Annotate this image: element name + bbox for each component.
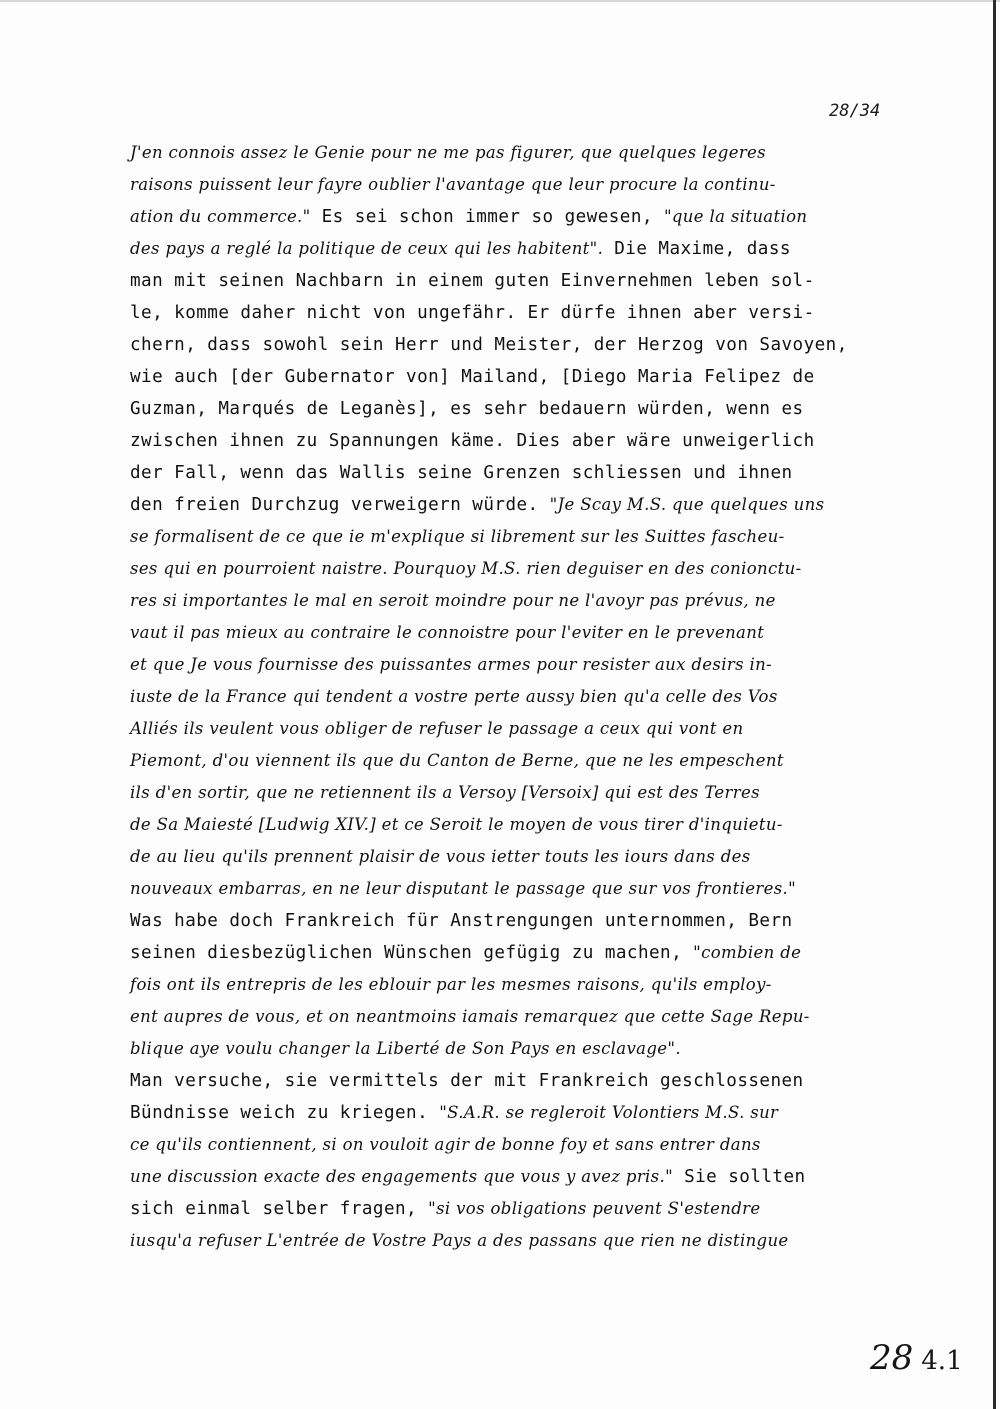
- text-line: [130, 361, 910, 393]
- text-line: [130, 329, 910, 361]
- german-text: Man versuche, sie vermittels der mit Frankreich geschlossenen: [130, 1071, 804, 1091]
- text-line: [130, 137, 910, 169]
- text-line: [130, 777, 910, 809]
- text-line: [130, 617, 910, 649]
- text-line: [130, 841, 910, 873]
- text-line: [130, 297, 910, 329]
- page-number: 28/34: [829, 101, 881, 121]
- quoted-french-text: ils d'en sortir, que ne retiennent ils a Versoy [Versoix] qui est des Terres: [130, 783, 760, 802]
- german-text: wie auch [der Gubernator von] Mailand, [Diego Maria Felipez de: [130, 367, 815, 387]
- german-text: Guzman, Marqués de Leganès], es sehr bedauern würden, wenn es: [130, 399, 804, 419]
- german-text: den freien Durchzug verweigern würde.: [130, 495, 550, 515]
- text-line: [130, 265, 910, 297]
- quoted-french-text: nouveaux embarras, en ne leur disputant le passage que sur vos frontieres.": [130, 879, 797, 898]
- quoted-french-text: des pays a reglé la politique de ceux qui les habitent".: [130, 239, 604, 258]
- quoted-french-text: de au lieu qu'ils prennent plaisir de vous ietter touts les iours dans des: [130, 847, 751, 866]
- text-line: [130, 745, 910, 777]
- text-line: [130, 1065, 910, 1097]
- quoted-french-text: "que la situation: [663, 207, 808, 226]
- text-line: [130, 553, 910, 585]
- text-line: [130, 713, 910, 745]
- text-line: [130, 201, 910, 233]
- text-line: [130, 905, 910, 937]
- german-text: chern, dass sowohl sein Herr und Meister, der Herzog von Savoyen,: [130, 335, 848, 355]
- german-text: Es sei schon immer so gewesen,: [310, 207, 664, 227]
- text-line: [130, 873, 910, 905]
- scan-top-edge: [0, 0, 1000, 2]
- text-line: [130, 393, 910, 425]
- text-line: [130, 809, 910, 841]
- german-text: Sie sollten: [673, 1167, 806, 1187]
- german-text: Die Maxime, dass: [603, 239, 791, 259]
- quoted-french-text: blique aye voulu changer la Liberté de Son Pays en esclavage".: [130, 1039, 681, 1058]
- text-line: [130, 489, 910, 521]
- quoted-french-text: de Sa Maiesté [Ludwig XIV.] et ce Seroit le moyen de vous tirer d'inquietu-: [130, 815, 783, 834]
- german-text: seinen diesbezüglichen Wünschen gefügig zu machen,: [130, 943, 694, 963]
- quoted-french-text: J'en connois assez le Genie pour ne me pas figurer, que quelques legeres: [130, 143, 766, 162]
- german-text: man mit seinen Nachbarn in einem guten Einvernehmen leben sol-: [130, 271, 815, 291]
- quoted-french-text: et que Je vous fournisse des puissantes armes pour resister aux desirs in-: [130, 655, 773, 674]
- quoted-french-text: se formalisent de ce que ie m'explique si librement sur les Suittes fascheu-: [130, 527, 785, 546]
- handwritten-mark: 28: [870, 1338, 914, 1378]
- quoted-french-text: "Je Scay M.S. que quelques uns: [549, 495, 825, 514]
- german-text: Was habe doch Frankreich für Anstrengungen unternommen, Bern: [130, 911, 793, 931]
- text-line: [130, 1161, 910, 1193]
- text-line: [130, 425, 910, 457]
- text-line: [130, 1225, 910, 1257]
- text-line: [130, 681, 910, 713]
- text-line: [130, 937, 910, 969]
- body-text: [130, 137, 910, 1257]
- text-line: [130, 233, 910, 265]
- quoted-french-text: une discussion exacte des engagements que vous y avez pris.": [130, 1167, 674, 1186]
- scan-right-edge: [993, 0, 996, 1409]
- text-line: [130, 649, 910, 681]
- german-text: sich einmal selber fragen,: [130, 1199, 429, 1219]
- quoted-french-text: Piemont, d'ou viennent ils que du Canton de Berne, que ne les empeschent: [130, 751, 784, 770]
- text-line: [130, 585, 910, 617]
- quoted-french-text: raisons puissent leur fayre oublier l'avantage que leur procure la continu-: [130, 175, 776, 194]
- text-line: [130, 169, 910, 201]
- quoted-french-text: iuste de la France qui tendent a vostre perte aussy bien qu'a celle des Vos: [130, 687, 778, 706]
- quoted-french-text: fois ont ils entrepris de les eblouir par les mesmes raisons, qu'ils employ-: [130, 975, 772, 994]
- text-line: [130, 521, 910, 553]
- quoted-french-text: ce qu'ils contiennent, si on vouloit agir de bonne foy et sans entrer dans: [130, 1135, 761, 1154]
- text-line: [130, 1033, 910, 1065]
- quoted-french-text: iusqu'a refuser L'entrée de Vostre Pays a des passans que rien ne distingue: [130, 1231, 789, 1250]
- quoted-french-text: "combien de: [693, 943, 802, 962]
- text-line: [130, 1097, 910, 1129]
- quoted-french-text: Alliés ils veulent vous obliger de refuser le passage a ceux qui vont en: [130, 719, 744, 738]
- quoted-french-text: res si importantes le mal en seroit moindre pour ne l'avoyr pas prévus, ne: [130, 591, 776, 610]
- quoted-french-text: ent aupres de vous, et on neantmoins iamais remarquez que cette Sage Repu-: [130, 1007, 810, 1026]
- german-text: der Fall, wenn das Wallis seine Grenzen schliessen und ihnen: [130, 463, 793, 483]
- text-line: [130, 969, 910, 1001]
- quoted-french-text: ses qui en pourroient naistre. Pourquoy M.S. rien deguiser en des conionctu-: [130, 559, 802, 578]
- german-text: le, komme daher nicht von ungefähr. Er dürfe ihnen aber versi-: [130, 303, 815, 323]
- text-line: [130, 457, 910, 489]
- german-text: Bündnisse weich zu kriegen.: [130, 1103, 440, 1123]
- handwritten-folio: 4.1: [921, 1346, 963, 1376]
- quoted-french-text: vaut il pas mieux au contraire le connoistre pour l'eviter en le prevenant: [130, 623, 765, 642]
- quoted-french-text: "S.A.R. se regleroit Volontiers M.S. sur: [439, 1103, 779, 1122]
- german-text: zwischen ihnen zu Spannungen käme. Dies aber wäre unweigerlich: [130, 431, 815, 451]
- quoted-french-text: "si vos obligations peuvent S'estendre: [428, 1199, 761, 1218]
- quoted-french-text: ation du commerce.": [130, 207, 311, 226]
- text-line: [130, 1193, 910, 1225]
- handwritten-folio-mark: [870, 1338, 963, 1378]
- text-line: [130, 1129, 910, 1161]
- text-line: [130, 1001, 910, 1033]
